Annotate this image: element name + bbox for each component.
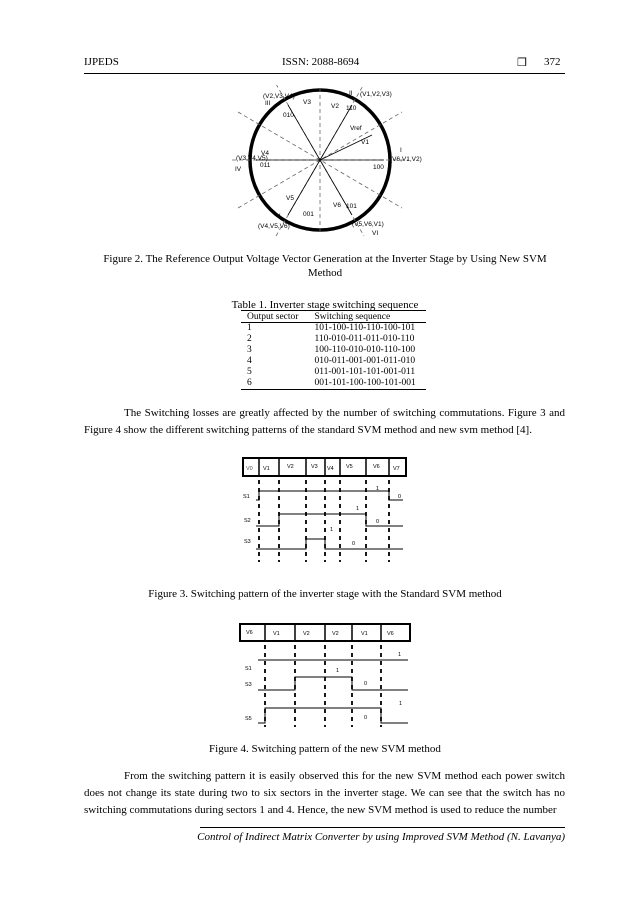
state-label: 101 xyxy=(346,203,357,210)
segment-label: V1 xyxy=(361,631,368,637)
body-paragraph xyxy=(84,768,565,819)
sector-cell: 5 xyxy=(247,367,252,377)
sector-label: III xyxy=(265,100,271,107)
running-footer: Control of Indirect Matrix Converter by using Improved SVM Method (N. Lavanya) xyxy=(197,831,565,843)
sequence-cell: 010-011-001-001-011-010 xyxy=(314,356,416,366)
signal-label: S3 xyxy=(244,539,251,545)
journal-name: IJPEDS xyxy=(84,56,119,68)
figure4-caption: Figure 4. Switching pattern of the new SVM method xyxy=(209,743,441,755)
segment-label: V6 xyxy=(387,631,394,637)
figure2-diagram xyxy=(225,85,425,245)
segment-label: V6 xyxy=(373,464,380,470)
paragraph-text: From the switching pattern it is easily observed this for the new SVM method each power switch does not change its state during two to six sectors in the inverter stage. We can see that the switch has no switching commutations during sectors 1 and 4. Hence, the new SVM method is used to reduce the number xyxy=(84,770,565,816)
sector-label: I xyxy=(400,147,402,154)
sequence-cell: 011-001-101-101-001-011 xyxy=(314,367,416,377)
vector-label: Vref xyxy=(350,125,362,132)
signal-label: S2 xyxy=(244,518,251,524)
level-mark: 1 xyxy=(399,701,403,707)
sequence-cell: 110-010-011-011-010-110 xyxy=(314,334,415,344)
level-mark: 1 xyxy=(356,506,360,512)
table-row xyxy=(241,367,426,378)
table-row xyxy=(241,334,426,345)
sector-label: IV xyxy=(235,166,242,173)
level-mark: 1 xyxy=(398,652,402,658)
segment-label: V2 xyxy=(303,631,310,637)
segment-label: V4 xyxy=(327,466,334,472)
state-label: 110 xyxy=(346,105,357,112)
switching-table xyxy=(241,310,426,390)
segment-label: V5 xyxy=(346,464,353,470)
body-paragraph xyxy=(84,405,565,439)
sequence-cell: 101-100-110-110-100-101 xyxy=(314,323,416,333)
figure3-diagram xyxy=(240,455,410,565)
level-mark: 0 xyxy=(398,494,402,500)
group-label: (V1,V2,V3) xyxy=(360,91,392,98)
sector-label: V xyxy=(276,213,281,220)
state-label: 011 xyxy=(260,162,271,169)
sector-label: II xyxy=(349,90,353,97)
segment-label: V3 xyxy=(311,464,318,470)
signal-label: S1 xyxy=(245,666,252,672)
footer-rule xyxy=(200,827,565,828)
table-header: Output sector xyxy=(241,311,308,323)
group-label: (V6,V1,V2) xyxy=(390,156,422,163)
paragraph-text: The Switching losses are greatly affected by the number of switching commutations. Figure 3 and Figure 4 show the different switching patterns of the standard SVM method and new svm method [4]. xyxy=(84,407,565,436)
page-number: 372 xyxy=(544,56,561,68)
level-mark: 0 xyxy=(364,715,368,721)
issn: ISSN: 2088-8694 xyxy=(282,56,360,68)
table-row xyxy=(241,378,426,390)
signal-label: S3 xyxy=(245,682,252,688)
segment-label: V2 xyxy=(287,464,294,470)
sector-cell: 3 xyxy=(247,345,252,355)
table-header: Switching sequence xyxy=(308,311,425,323)
level-mark: 0 xyxy=(364,681,368,687)
sector-cell: 2 xyxy=(247,334,252,344)
vector-label: V3 xyxy=(303,99,311,106)
segment-label: V7 xyxy=(393,466,400,472)
table-row xyxy=(241,323,426,335)
segment-label: V6 xyxy=(246,630,253,636)
sector-cell: 4 xyxy=(247,356,252,366)
level-mark: 0 xyxy=(376,519,380,525)
level-mark: 1 xyxy=(330,527,334,533)
sequence-cell: 001-101-100-100-101-001 xyxy=(308,378,425,390)
segment-label: V2 xyxy=(332,631,339,637)
figure3-caption: Figure 3. Switching pattern of the inverter stage with the Standard SVM method xyxy=(148,588,502,600)
sector-cell: 1 xyxy=(247,323,252,333)
square-icon: ❒ xyxy=(517,57,527,69)
signal-label: S1 xyxy=(243,494,250,500)
group-label: (V5,V6,V1) xyxy=(352,221,384,228)
sequence-cell: 100-110-010-010-110-100 xyxy=(314,345,416,355)
state-label: 010 xyxy=(283,112,294,119)
segment-label: V1 xyxy=(263,466,270,472)
table-row xyxy=(241,345,426,356)
vector-label: V4 xyxy=(261,150,269,157)
level-mark: 0 xyxy=(352,541,356,547)
figure2-caption: Figure 2. The Reference Output Voltage Vector Generation at the Inverter Stage by Using New SVM Method xyxy=(103,253,547,279)
vector-label: V5 xyxy=(286,195,294,202)
sector-cell: 6 xyxy=(241,378,308,390)
vector-label: V6 xyxy=(333,202,341,209)
group-label: (V4,V5,V6) xyxy=(258,223,290,230)
level-mark: 1 xyxy=(336,668,340,674)
segment-label: V0 xyxy=(246,466,253,472)
header-rule xyxy=(84,73,565,74)
group-label: (V2,V3,V4) xyxy=(263,93,295,100)
vector-label: V2 xyxy=(331,103,339,110)
figure4-diagram xyxy=(235,620,415,730)
table-row xyxy=(241,356,426,367)
state-label: 001 xyxy=(303,211,314,218)
state-label: 100 xyxy=(373,164,384,171)
sector-label: VI xyxy=(372,230,379,237)
signal-label: S5 xyxy=(245,716,252,722)
level-mark: 1 xyxy=(376,486,380,492)
segment-label: V1 xyxy=(273,631,280,637)
group-label: (V3,V4,V5) xyxy=(236,155,268,162)
vector-label: V1 xyxy=(361,139,369,146)
table1-title: Table 1. Inverter stage switching sequence xyxy=(231,299,419,311)
